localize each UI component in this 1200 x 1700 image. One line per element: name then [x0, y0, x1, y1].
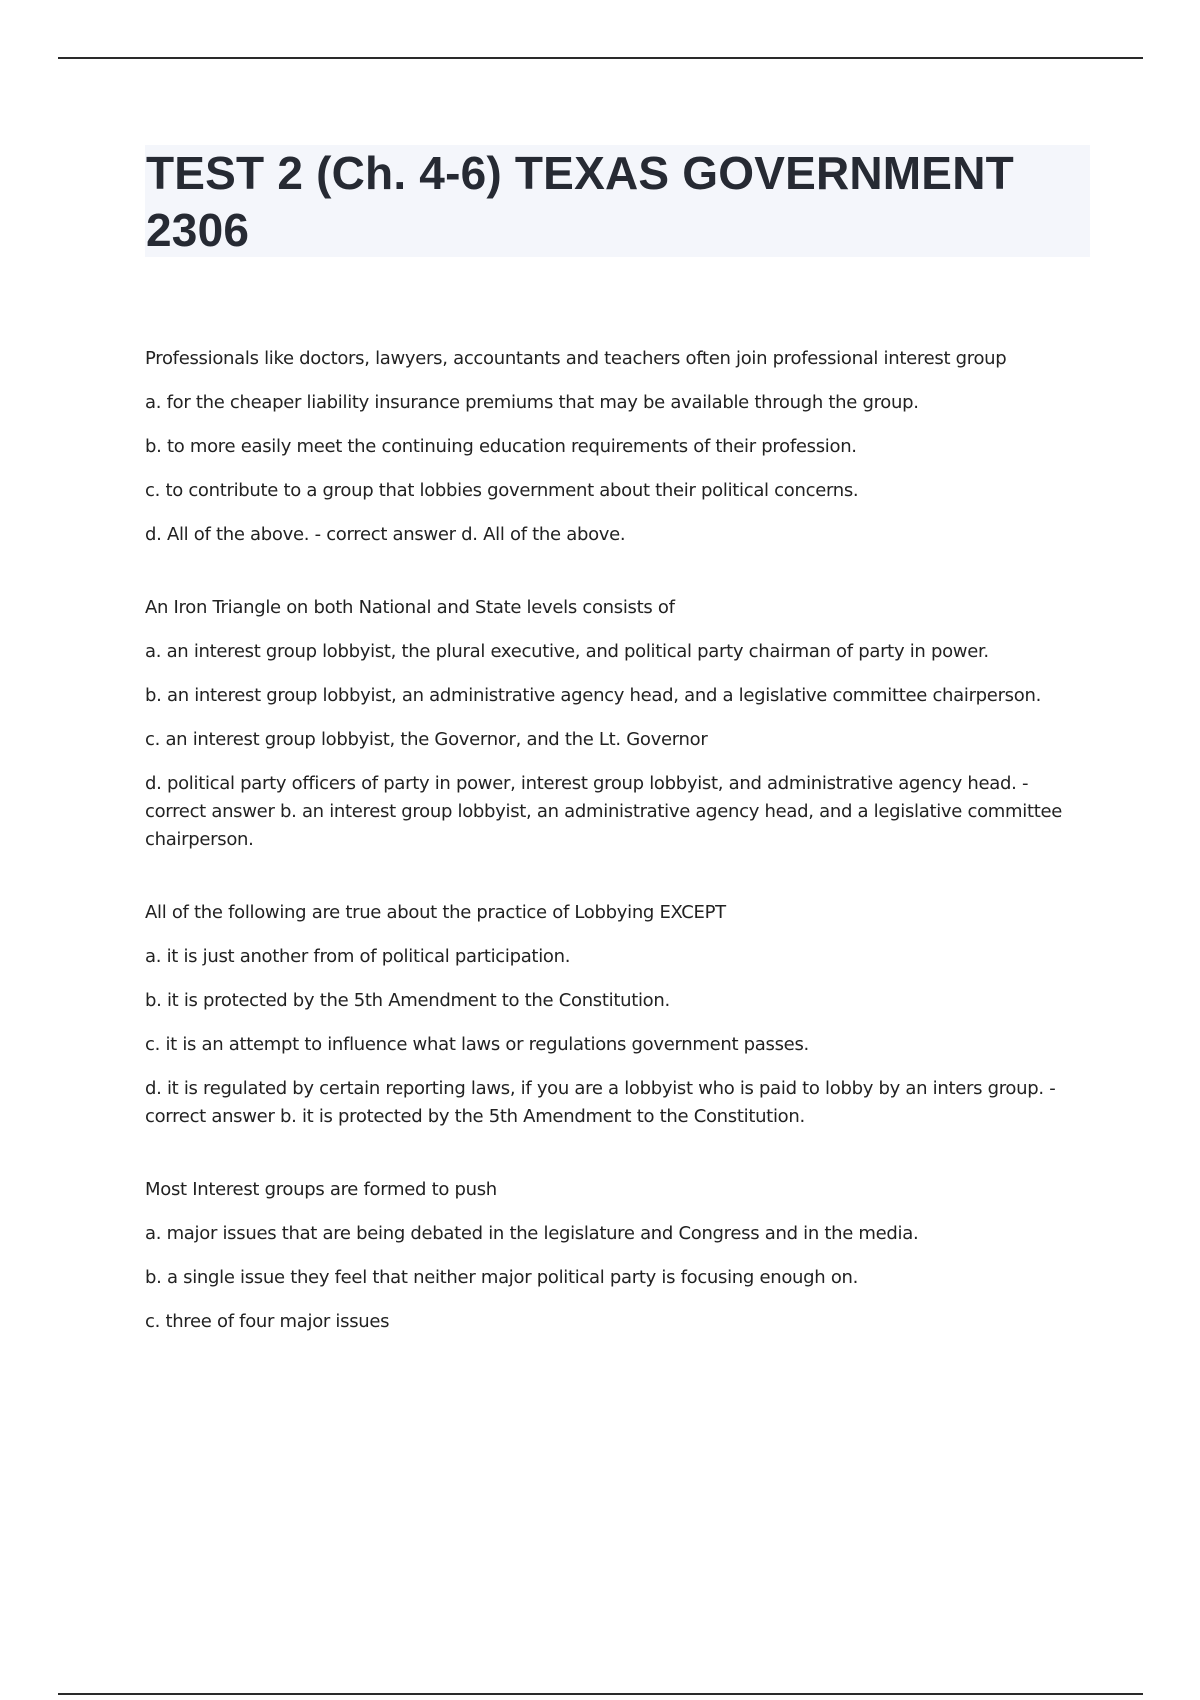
answer-option-d: d. political party officers of party in power, interest group lobbyist, and administrative agency head. - correct answer b. an interest group lobbyist, an administrative agency head, and a legislative committee chairperson.: [145, 773, 1063, 850]
title-block: [145, 145, 1090, 257]
question-1: [145, 345, 1090, 549]
answer-option-c: c. to contribute to a group that lobbies government about their political concerns.: [145, 480, 859, 501]
answer-option-a: a. an interest group lobbyist, the plural executive, and political party chairman of party in power.: [145, 641, 989, 662]
top-divider: [58, 57, 1143, 59]
answer-option-b: b. it is protected by the 5th Amendment to the Constitution.: [145, 990, 670, 1011]
question-prompt: An Iron Triangle on both National and State levels consists of: [145, 597, 675, 618]
answer-option-c: c. three of four major issues: [145, 1311, 390, 1332]
question-4: [145, 1176, 1090, 1336]
answer-option-a: a. it is just another from of political participation.: [145, 946, 571, 967]
document-title: TEST 2 (Ch. 4-6) TEXAS GOVERNMENT 2306: [146, 147, 1014, 256]
question-list: [145, 345, 1090, 1381]
answer-option-c: c. it is an attempt to influence what laws or regulations government passes.: [145, 1034, 809, 1055]
answer-option-b: b. to more easily meet the continuing education requirements of their profession.: [145, 436, 857, 457]
answer-option-d: d. it is regulated by certain reporting laws, if you are a lobbyist who is paid to lobby by an inters group. - correct answer b. it is protected by the 5th Amendment to the Constitution.: [145, 1078, 1056, 1127]
question-prompt: Professionals like doctors, lawyers, accountants and teachers often join professional interest group: [145, 348, 1007, 369]
answer-option-d: d. All of the above. - correct answer d. All of the above.: [145, 524, 626, 545]
question-3: [145, 899, 1090, 1131]
answer-option-c: c. an interest group lobbyist, the Governor, and the Lt. Governor: [145, 729, 708, 750]
answer-option-b: b. an interest group lobbyist, an administrative agency head, and a legislative committee chairperson.: [145, 685, 1042, 706]
bottom-divider: [58, 1693, 1143, 1695]
question-prompt: Most Interest groups are formed to push: [145, 1179, 497, 1200]
question-prompt: All of the following are true about the practice of Lobbying EXCEPT: [145, 902, 726, 923]
answer-option-b: b. a single issue they feel that neither major political party is focusing enough on.: [145, 1267, 859, 1288]
answer-option-a: a. major issues that are being debated in the legislature and Congress and in the media.: [145, 1223, 919, 1244]
question-2: [145, 594, 1090, 854]
answer-option-a: a. for the cheaper liability insurance premiums that may be available through the group.: [145, 392, 919, 413]
